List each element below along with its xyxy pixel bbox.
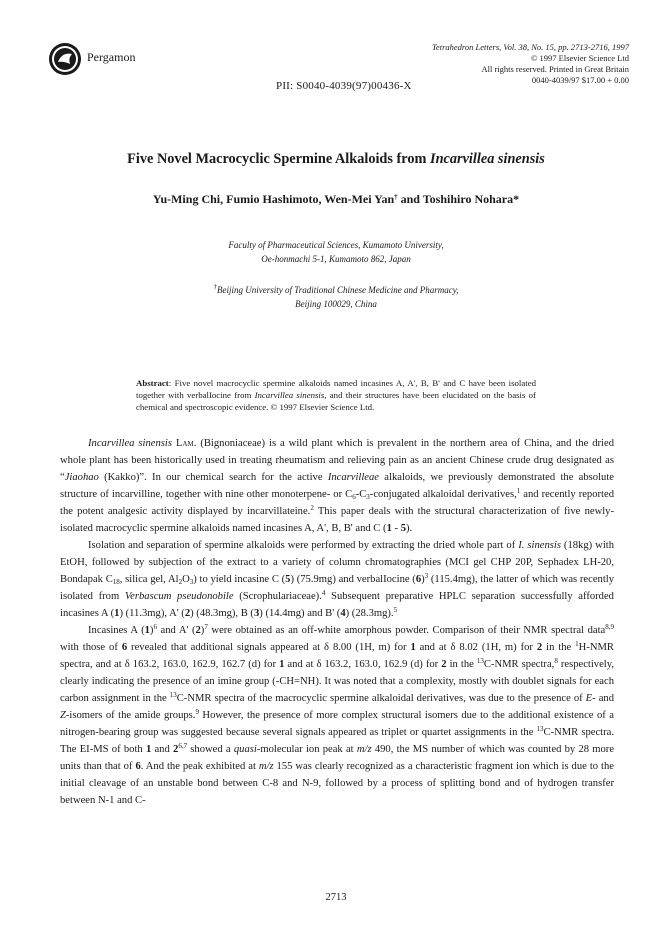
affiliation-2 [0,283,672,311]
issn-line: 0040-4039/97 $17.00 + 0.00 [531,75,629,85]
authors-b: and Toshihiro Nohara* [397,192,520,206]
aff1-line2: Oe-honmachi 5-1, Kumamoto 862, Japan [261,254,411,264]
aff2-line1: Beijing University of Traditional Chinese Medicine and Pharmacy, [217,285,459,295]
paragraph-3: Incasines A $(1)^6$ and A' $(2)^7$ were obtained as an off-white amorphous powder. Comparison of their NMR spectral data$^{8,9}$ with those of 6 revealed that additional signals appeared at δ 8.00 (1H, m) for 1 and at δ 8.02 (1H, m) for 2 in the $^1$H-NMR spectra, and at δ 163.2, 163.0, 162.9, 162.7 (d) for 1 and at δ 163.2, 163.0, 162.9 (d) for 2 in the $^{13}$C-NMR spectra,$^8$ respectively, clearly indicating the presence of an imine group (-CH=NH). It was noted that a complexity, mostly with doublet signals for each carbon assignment in the $^{13}$C-NMR spectra of the macrocyclic spermine alkaloidal derivatives, was due to the presence of E- and Z-isomers of the amide groups.$^9$ However, the presence of more complex structural isomers due to the additional existence of a nitrogen-bearing group was suggested because several signals appeared as triplet or quartet assignments in the $^{13}$C-NMR spectra. The EI-MS of both 1 and 2$^{6,7}$ showed a quasi-molecular ion peak at m/z 490, the MS number of which was counted by 28 more units than that of 6. And the peak exhibited at m/z 155 was clearly recognized as a characteristic fragment ion which is due to the initial cleavage of an unstable bond between C-8 and N-9, followed by a process of splitting bond and of hydrogen transfer between N-1 and C- [60,623,615,806]
paper-title [0,151,672,168]
page-number: 2713 [325,892,347,903]
aff2-line2: Beijing 100029, China [295,299,377,309]
aff2-mark: † [213,283,218,291]
paragraph-1: Incarvillea sinensis Lam. (Bignoniaceae) is a wild plant which is prevalent in the northern area of China, and the dried whole plant has been historically used in treating rheumatism and relieving pain as an ancient Chinese crude drug designated as “Jiaohao (Kakko)”. In our chemical search for the active Incarvilleae alkaloids, we previously demonstrated the absolute structure of incarvilline, together with nine other monoterpene- or $C_6-C_3$-conjugated alkaloidal derivatives,$^1$ and recently reported the potent analgesic activity displayed by incarvillateine.$^2$ This paper deals with the structural characterization of five newly-isolated macrocyclic spermine alkaloids named incasines A, A', B, B' and C (1 - 5). [60,438,614,534]
publisher-name: Pergamon [87,50,136,64]
title-main: Five Novel Macrocyclic Spermine Alkaloids from [127,151,431,167]
abstract-label: Abstract [136,378,169,388]
paragraph-2: Isolation and separation of spermine alkaloids were performed by extracting the dried whole part of I. sinensis (18kg) with EtOH, followed by subjection of the extract to a variety of column chromatographies (MCI gel CHP 20P, Sephadex LH-20, Bondapak $C_{18}$, silica gel, $Al_2O_3$) to yield incasine C (5) (75.9mg) and verbalIocine $(6)^3$ (115.4mg), the latter of which was recently isolated from Verbascum pseudonobile (Scrophulariaceae).$^4$ Subsequent preparative HPLC separation successfully afforded incasines A (1) (11.3mg), A' (2) (48.3mg), B (3) (14.4mg) and B' (4) (28.3mg).$^5$ [60,540,615,619]
abstract-text-a: : Five novel macrocyclic spermine alkaloids named incasines A, A', B, B' and C have been isolated together with verbalIocine from [136,378,536,401]
pii: PII: S0040-4039(97)00436-X [276,80,412,92]
body-text [60,435,614,809]
abstract [136,377,536,414]
copyright-line: © 1997 Elsevier Science Ltd [530,53,629,63]
journal-citation: Tetrahedron Letters, Vol. 38, No. 15, pp. 2713-2716, 1997 [431,42,629,52]
authors-a: Yu-Ming Chi, Fumio Hashimoto, Wen-Mei Yan [152,192,395,206]
affiliation-1 [0,238,672,266]
abstract-text-italic: Incarvillea sinensis [254,390,325,401]
authors [0,192,672,207]
author-dagger: † [394,193,398,201]
pergamon-logo [48,42,82,76]
abstract-text-b: , and their structures have been elucidated on the basis of chemical and spectroscopic evidence. © 1997 Elsevier Science Ltd. [136,390,536,413]
title-italic: Incarvillea sinensis [430,151,545,167]
aff1-line1: Faculty of Pharmaceutical Sciences, Kumamoto University, [228,240,444,250]
rights-line: All rights reserved. Printed in Great Britain [481,64,629,74]
